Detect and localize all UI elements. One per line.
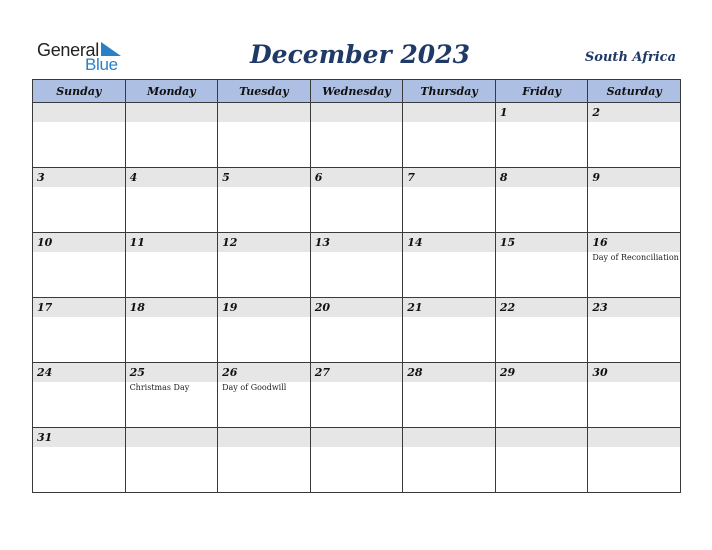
holiday-label: Day of Reconciliation — [592, 253, 679, 262]
day-number: 15 — [496, 233, 588, 252]
generalblue-logo — [37, 38, 127, 74]
day-number — [403, 103, 495, 122]
holiday-label — [311, 447, 403, 448]
day-number: 19 — [218, 298, 310, 317]
holiday-label — [311, 252, 403, 253]
day-cell — [33, 103, 126, 168]
day-number: 7 — [403, 168, 495, 187]
day-cell — [588, 103, 681, 168]
week-row — [33, 168, 681, 233]
day-cell — [125, 233, 218, 298]
day-cell — [218, 103, 311, 168]
day-cell — [495, 103, 588, 168]
day-cell — [218, 298, 311, 363]
calendar-grid — [32, 79, 681, 493]
holiday-label: Day of Goodwill — [222, 383, 287, 392]
day-number — [33, 103, 125, 122]
holiday-label — [588, 447, 680, 448]
day-number: 6 — [311, 168, 403, 187]
day-cell — [403, 103, 496, 168]
weekday-header: Thursday — [403, 80, 496, 103]
holiday-label — [218, 252, 310, 253]
day-number — [588, 428, 680, 447]
day-cell — [495, 233, 588, 298]
holiday-label: Christmas Day — [129, 383, 190, 392]
day-cell — [495, 298, 588, 363]
holiday-label — [126, 252, 218, 253]
holiday-label — [126, 187, 218, 188]
day-number: 20 — [311, 298, 403, 317]
day-cell — [310, 428, 403, 493]
day-number: 24 — [33, 363, 125, 382]
holiday-label — [311, 317, 403, 318]
week-row — [33, 363, 681, 428]
day-number — [126, 103, 218, 122]
holiday-label — [403, 317, 495, 318]
day-cell — [125, 428, 218, 493]
day-number — [311, 103, 403, 122]
day-cell — [218, 168, 311, 233]
day-cell — [403, 233, 496, 298]
holiday-label — [403, 447, 495, 448]
holiday-label — [403, 122, 495, 123]
day-cell — [588, 298, 681, 363]
day-number: 21 — [403, 298, 495, 317]
day-cell — [125, 298, 218, 363]
holiday-label — [311, 187, 403, 188]
holiday-label — [218, 187, 310, 188]
day-number — [218, 103, 310, 122]
holiday-label — [126, 447, 218, 448]
holiday-label — [403, 187, 495, 188]
day-number: 1 — [496, 103, 588, 122]
day-number: 3 — [33, 168, 125, 187]
day-cell — [403, 298, 496, 363]
holiday-label — [218, 122, 310, 123]
holiday-label — [588, 187, 680, 188]
day-number: 4 — [126, 168, 218, 187]
holiday-label — [33, 317, 125, 318]
day-cell — [403, 428, 496, 493]
day-number — [311, 428, 403, 447]
weekday-header: Monday — [125, 80, 218, 103]
week-row — [33, 298, 681, 363]
day-cell — [310, 168, 403, 233]
holiday-label — [126, 317, 218, 318]
day-cell — [495, 168, 588, 233]
day-number: 29 — [496, 363, 588, 382]
day-cell — [33, 428, 126, 493]
holiday-label — [311, 382, 403, 383]
day-number: 14 — [403, 233, 495, 252]
holiday-label — [496, 187, 588, 188]
weekday-header: Saturday — [588, 80, 681, 103]
day-number: 16 — [588, 233, 680, 252]
day-cell — [33, 363, 126, 428]
day-cell — [310, 363, 403, 428]
holiday-label — [126, 122, 218, 123]
country-label: South Africa — [584, 50, 676, 65]
holiday-label — [496, 447, 588, 448]
holiday-label — [588, 382, 680, 383]
day-cell — [403, 168, 496, 233]
weekday-header-row — [33, 80, 681, 103]
day-cell — [218, 428, 311, 493]
holiday-label — [403, 252, 495, 253]
day-number: 2 — [588, 103, 680, 122]
weekday-header: Tuesday — [218, 80, 311, 103]
calendar-title: December 2023 — [249, 40, 470, 69]
week-row — [33, 103, 681, 168]
day-number: 17 — [33, 298, 125, 317]
weekday-header: Friday — [495, 80, 588, 103]
day-cell — [588, 233, 681, 298]
day-number: 25 — [126, 363, 218, 382]
day-cell — [310, 298, 403, 363]
day-cell — [33, 168, 126, 233]
day-cell — [218, 233, 311, 298]
day-number: 9 — [588, 168, 680, 187]
day-number — [496, 428, 588, 447]
day-number: 13 — [311, 233, 403, 252]
weekday-header: Sunday — [33, 80, 126, 103]
day-cell — [588, 363, 681, 428]
holiday-label — [33, 187, 125, 188]
day-number: 5 — [218, 168, 310, 187]
day-cell — [403, 363, 496, 428]
day-number: 22 — [496, 298, 588, 317]
holiday-label — [496, 317, 588, 318]
day-cell — [588, 168, 681, 233]
day-number: 23 — [588, 298, 680, 317]
holiday-label — [588, 122, 680, 123]
day-number — [218, 428, 310, 447]
logo-text-general: General — [37, 40, 99, 60]
holiday-label — [403, 382, 495, 383]
holiday-label — [496, 122, 588, 123]
day-number: 8 — [496, 168, 588, 187]
day-number: 12 — [218, 233, 310, 252]
logo-text-blue: Blue — [85, 55, 118, 74]
day-cell — [125, 363, 218, 428]
day-number: 26 — [218, 363, 310, 382]
holiday-label — [33, 122, 125, 123]
day-cell — [125, 168, 218, 233]
day-number: 27 — [311, 363, 403, 382]
holiday-label — [311, 122, 403, 123]
day-cell — [310, 233, 403, 298]
day-number — [403, 428, 495, 447]
holiday-label — [496, 382, 588, 383]
day-number — [126, 428, 218, 447]
holiday-label — [33, 447, 125, 448]
week-row — [33, 428, 681, 493]
day-cell — [125, 103, 218, 168]
day-cell — [218, 363, 311, 428]
weekday-header: Wednesday — [310, 80, 403, 103]
day-cell — [495, 363, 588, 428]
day-cell — [33, 298, 126, 363]
holiday-label — [33, 382, 125, 383]
day-number: 10 — [33, 233, 125, 252]
day-cell — [33, 233, 126, 298]
day-number: 30 — [588, 363, 680, 382]
holiday-label — [496, 252, 588, 253]
day-cell — [495, 428, 588, 493]
day-number: 28 — [403, 363, 495, 382]
day-cell — [588, 428, 681, 493]
day-cell — [310, 103, 403, 168]
holiday-label — [218, 317, 310, 318]
holiday-label — [33, 252, 125, 253]
day-number: 31 — [33, 428, 125, 447]
day-number: 11 — [126, 233, 218, 252]
day-number: 18 — [126, 298, 218, 317]
holiday-label — [588, 317, 680, 318]
holiday-label — [218, 447, 310, 448]
week-row — [33, 233, 681, 298]
